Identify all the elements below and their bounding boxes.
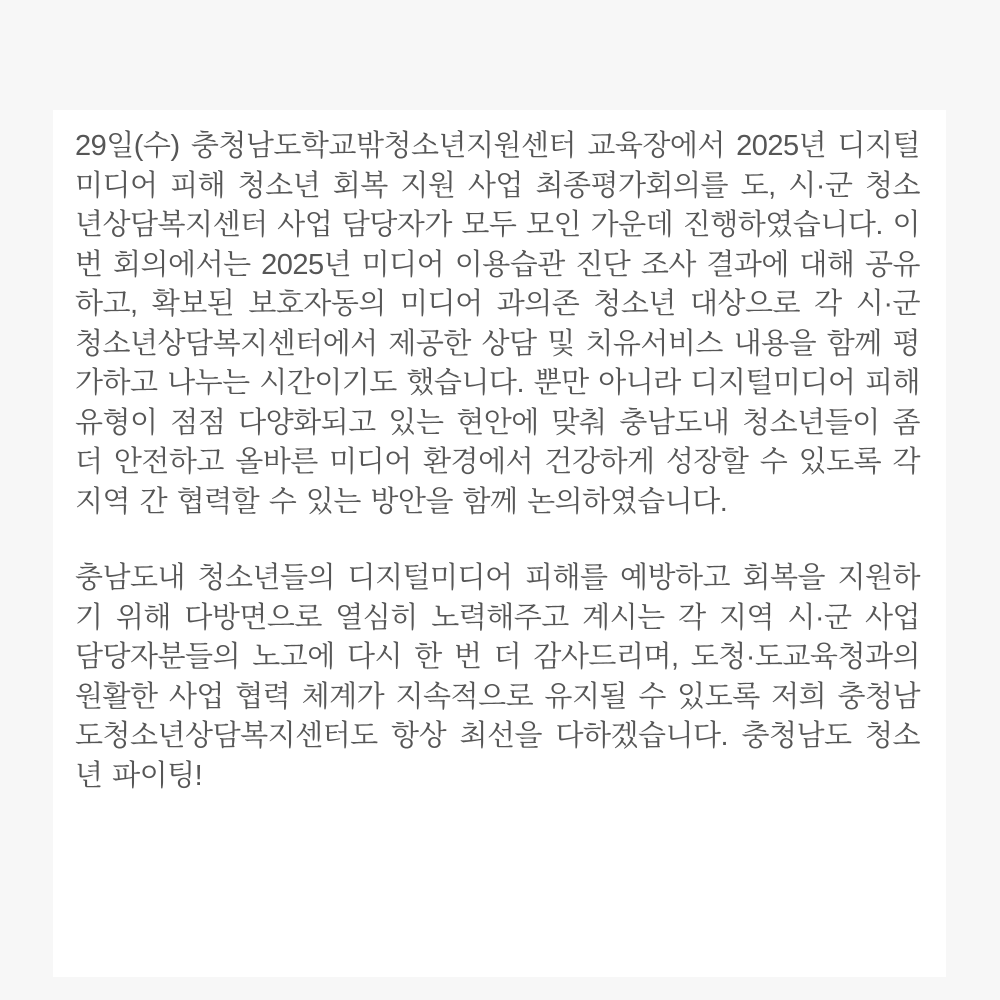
body-text-paragraph-1: 29일(수) 충청남도학교밖청소년지원센터 교육장에서 2025년 디지털미디어 피해 청소년 회복 지원 사업 최종평가회의를 도, 시·군 청소년상담복지센터 사업 담당자가 모두 모인 가운데 진행하였습니다. 이번 회의에서는 2025년 미디어 이용습관 진단 조사 결과에 대해 공유하고, 확보된 보호자동의 미디어 과의존 청소년 대상으로 각 시·군 청소년상담복지센터에서 제공한 상담 및 치유서비스 내용을 함께 평가하고 나누는 시간이기도 했습니다. 뿐만 아니라 디지털미디어 피해 유형이 점점 다양화되고 있는 현안에 맞춰 충남도내 청소년들이 좀 더 안전하고 올바른 미디어 환경에서 건강하게 성장할 수 있도록 각 지역 간 협력할 수 있는 방안을 함께 논의하였습니다. xyxy=(75,130,920,518)
body-text-paragraph-2: 충남도내 청소년들의 디지털미디어 피해를 예방하고 회복을 지원하기 위해 다방면으로 열심히 노력해주고 계시는 각 지역 시·군 사업 담당자분들의 노고에 다시 한 번 더 감사드리며, 도청·도교육청과의 원활한 사업 협력 체계가 지속적으로 유지될 수 있도록 저희 충청남도청소년상담복지센터도 항상 최선을 다하겠습니다. 충청남도 청소년 파이팅! xyxy=(75,562,920,792)
content-card xyxy=(53,110,946,977)
